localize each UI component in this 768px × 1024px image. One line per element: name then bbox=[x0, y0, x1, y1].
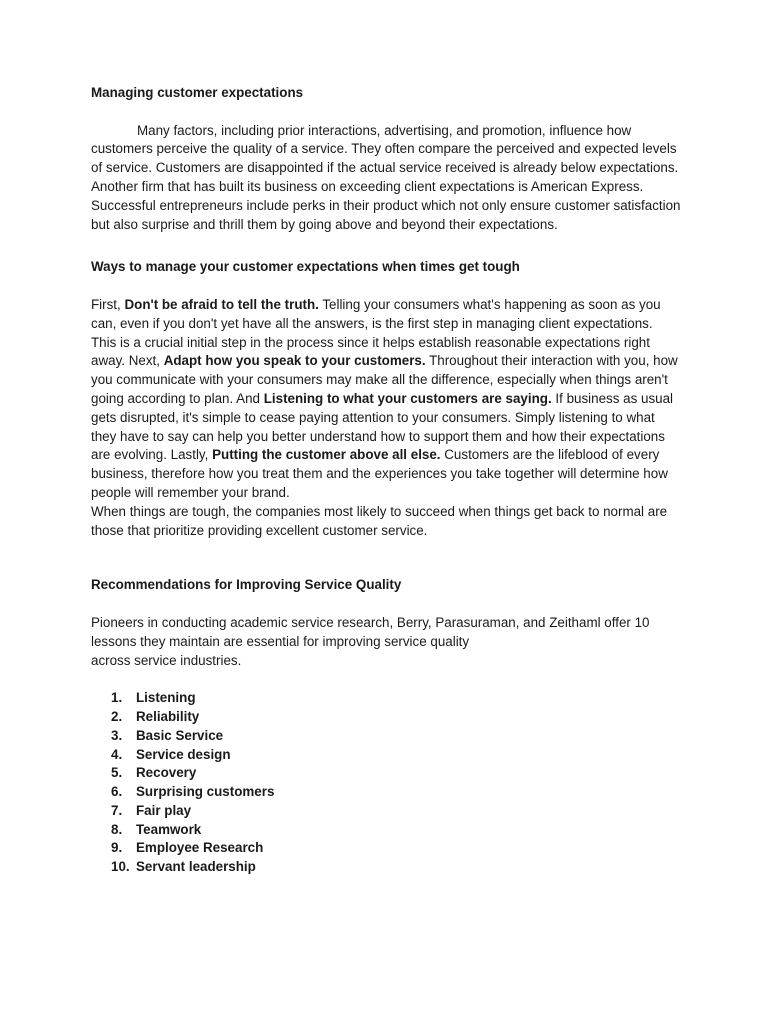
list-label: Surprising customers bbox=[136, 784, 275, 800]
text-after-putting: Customers are the lifeblood of every business, therefore how you treat them and the experiences you take together will determine how people will remember your brand. bbox=[91, 447, 668, 500]
list-item bbox=[91, 858, 681, 877]
list-number: 10. bbox=[111, 859, 130, 875]
bold-tell-the-truth: Don't be afraid to tell the truth. bbox=[124, 296, 319, 312]
list-number: 6. bbox=[111, 784, 123, 800]
text-after-adapt: Throughout their interaction with you, how you communicate with your consumers may make all the difference, especially when things aren't going according to plan. And bbox=[91, 353, 678, 406]
list-item bbox=[91, 802, 681, 821]
list-label: Servant leadership bbox=[136, 859, 256, 875]
list-number: 4. bbox=[111, 746, 123, 762]
list-number: 9. bbox=[111, 840, 123, 856]
list-label: Reliability bbox=[136, 708, 200, 724]
list-label: Listening bbox=[136, 690, 196, 706]
list-item bbox=[91, 783, 681, 802]
paragraph-managing-expectations: Many factors, including prior interactions, advertising, and promotion, influence how customers perceive the quality of a service. They often compare the perceived and expected levels of service. Customers are disappointed if the actual service received is already below expectations. Another firm that has built its business on exceeding client expectations is American Express. Successful entrepreneurs include perks in their product which not only ensure customer satisfaction but also surprise and thrill them by going above and beyond their expectations. bbox=[91, 122, 681, 232]
list-label: Employee Research bbox=[136, 840, 264, 856]
list-item bbox=[91, 764, 681, 783]
section-heading-recommendations: Recommendations for Improving Service Quality bbox=[91, 577, 402, 593]
intro-line-1: Pioneers in conducting academic service research, Berry, Parasuraman, and Zeithaml offer 10 lessons they maintain are essential for improving service quality bbox=[91, 614, 650, 649]
list-item bbox=[91, 708, 681, 727]
paragraph-ways-to-manage bbox=[91, 296, 681, 503]
recommendations-list bbox=[91, 689, 681, 877]
bold-adapt-how-you-speak: Adapt how you speak to your customers. bbox=[163, 353, 426, 369]
bold-putting-customer-first: Putting the customer above all else. bbox=[212, 447, 441, 463]
list-label: Fair play bbox=[136, 802, 192, 818]
list-label: Service design bbox=[136, 746, 231, 762]
list-number: 7. bbox=[111, 802, 123, 818]
paragraph-closing: When things are tough, the companies most likely to succeed when things get back to normal are those that prioritize providing excellent customer service. bbox=[91, 503, 668, 538]
list-label: Basic Service bbox=[136, 727, 224, 743]
list-number: 1. bbox=[111, 690, 123, 706]
list-item bbox=[91, 839, 681, 858]
list-number: 5. bbox=[111, 765, 123, 781]
list-item bbox=[91, 821, 681, 840]
document-page bbox=[91, 84, 681, 877]
text-after-listening: If business as usual gets disrupted, it's simple to cease paying attention to your consumers. Simply listening to what they have to say can help you better understand how to support them and how their expectations are evolving. Lastly, bbox=[91, 390, 674, 463]
list-number: 3. bbox=[111, 727, 123, 743]
section-heading-managing-expectations: Managing customer expectations bbox=[91, 85, 304, 100]
bold-listening-to-customers: Listening to what your customers are saying. bbox=[263, 390, 552, 406]
list-label: Recovery bbox=[136, 765, 197, 781]
list-number: 8. bbox=[111, 821, 123, 837]
text-after-truth: Telling your consumers what's happening as soon as you can, even if you don't yet have all the answers, is the first step in managing client expectations. This is a crucial initial step in the process since it helps establish reasonable expectations right away. Next, bbox=[91, 296, 661, 369]
list-item bbox=[91, 727, 681, 746]
section-heading-ways-to-manage: Ways to manage your customer expectations when times get tough bbox=[91, 259, 520, 275]
text-first: First, bbox=[91, 296, 125, 312]
list-item bbox=[91, 689, 681, 708]
list-item bbox=[91, 746, 681, 765]
list-number: 2. bbox=[111, 708, 123, 724]
intro-line-2: across service industries. bbox=[91, 652, 242, 668]
list-label: Teamwork bbox=[136, 821, 202, 837]
